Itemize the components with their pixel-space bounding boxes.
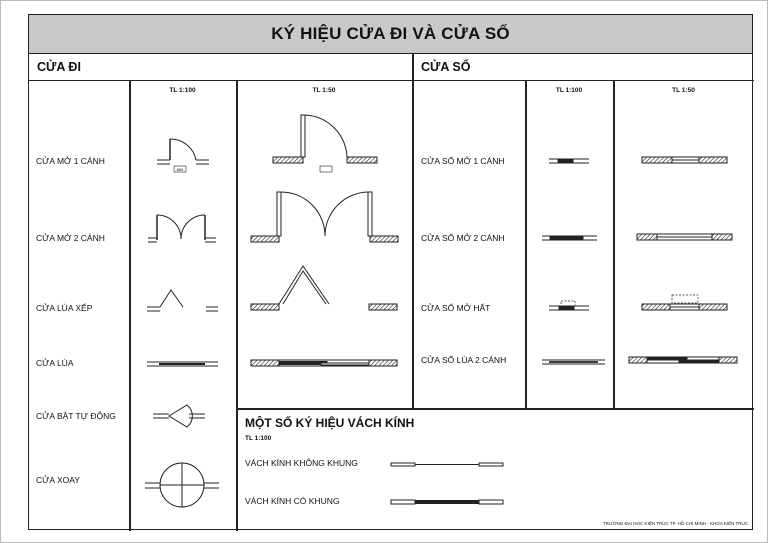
window-scale-2-header: TL 1:50 — [672, 87, 695, 94]
door-sliding-1-100-icon — [147, 362, 218, 366]
window-awning-1-100-icon — [549, 301, 589, 310]
door-label-automatic: CỬA BẬT TỰ ĐỘNG — [36, 411, 116, 421]
glass-framed-icon — [391, 500, 503, 504]
door-section-header: CỬA ĐI — [29, 53, 413, 81]
window-scale-1-header: TL 1:100 — [555, 87, 583, 94]
door-automatic-icon — [153, 405, 205, 427]
door-label-sliding: CỬA LÙA — [36, 358, 74, 368]
door-revolving-icon — [145, 463, 219, 507]
window-single-casement-1-100-icon — [549, 159, 589, 163]
door-double-swing-1-100-icon — [148, 215, 216, 242]
door-scale-2-header: TL 1:50 — [312, 87, 336, 94]
drawing-frame — [28, 14, 753, 530]
window-label-sliding: CỬA SỔ LÙA 2 CÁNH — [421, 355, 507, 365]
footer-credit: TRƯỜNG ĐẠI HỌC KIẾN TRÚC TP. HỒ CHÍ MINH - KHOA KIẾN TRÚC — [602, 521, 748, 526]
door-folding-1-100-icon — [147, 290, 218, 311]
glass-section-title: MỘT SỐ KÝ HIỆU VÁCH KÍNH — [245, 416, 415, 430]
door-width-tag: 800 — [176, 167, 184, 172]
glass-scale-header: TL 1:100 — [245, 435, 272, 442]
door-double-swing-1-50-icon — [251, 192, 398, 242]
door-label-revolving: CỬA XOAY — [36, 475, 80, 485]
symbol-layer — [29, 15, 754, 531]
window-label-single-casement: CỬA SỔ MỞ 1 CÁNH — [421, 156, 505, 166]
door-label-double-swing: CỬA MỞ 2 CÁNH — [36, 233, 105, 243]
window-single-casement-1-50-icon — [642, 157, 727, 163]
window-awning-1-50-icon — [642, 295, 727, 310]
door-label-folding: CỬA LÙA XẾP — [36, 303, 93, 313]
window-sliding-1-100-icon — [542, 360, 605, 364]
door-scale-1-header: TL 1:100 — [169, 87, 196, 94]
sheet-title: KÝ HIỆU CỬA ĐI VÀ CỬA SỔ — [29, 15, 752, 54]
window-double-casement-1-50-icon — [637, 234, 732, 240]
window-double-casement-1-100-icon — [542, 236, 597, 240]
window-section-header: CỬA SỔ — [413, 53, 754, 81]
window-label-awning: CỬA SỔ MỞ HẤT — [421, 303, 491, 313]
door-sliding-1-50-icon — [251, 360, 397, 366]
window-sliding-1-50-icon — [629, 357, 737, 363]
glass-label-frameless: VÁCH KÍNH KHÔNG KHUNG — [245, 458, 358, 468]
door-folding-1-50-icon — [251, 266, 397, 310]
glass-label-framed: VÁCH KÍNH CÓ KHUNG — [245, 496, 340, 506]
window-label-double-casement: CỬA SỔ MỞ 2 CÁNH — [421, 233, 505, 243]
door-label-single-swing: CỬA MỞ 1 CÁNH — [36, 156, 105, 166]
door-single-swing-1-50-icon — [273, 115, 377, 172]
glass-frameless-icon — [391, 463, 503, 466]
